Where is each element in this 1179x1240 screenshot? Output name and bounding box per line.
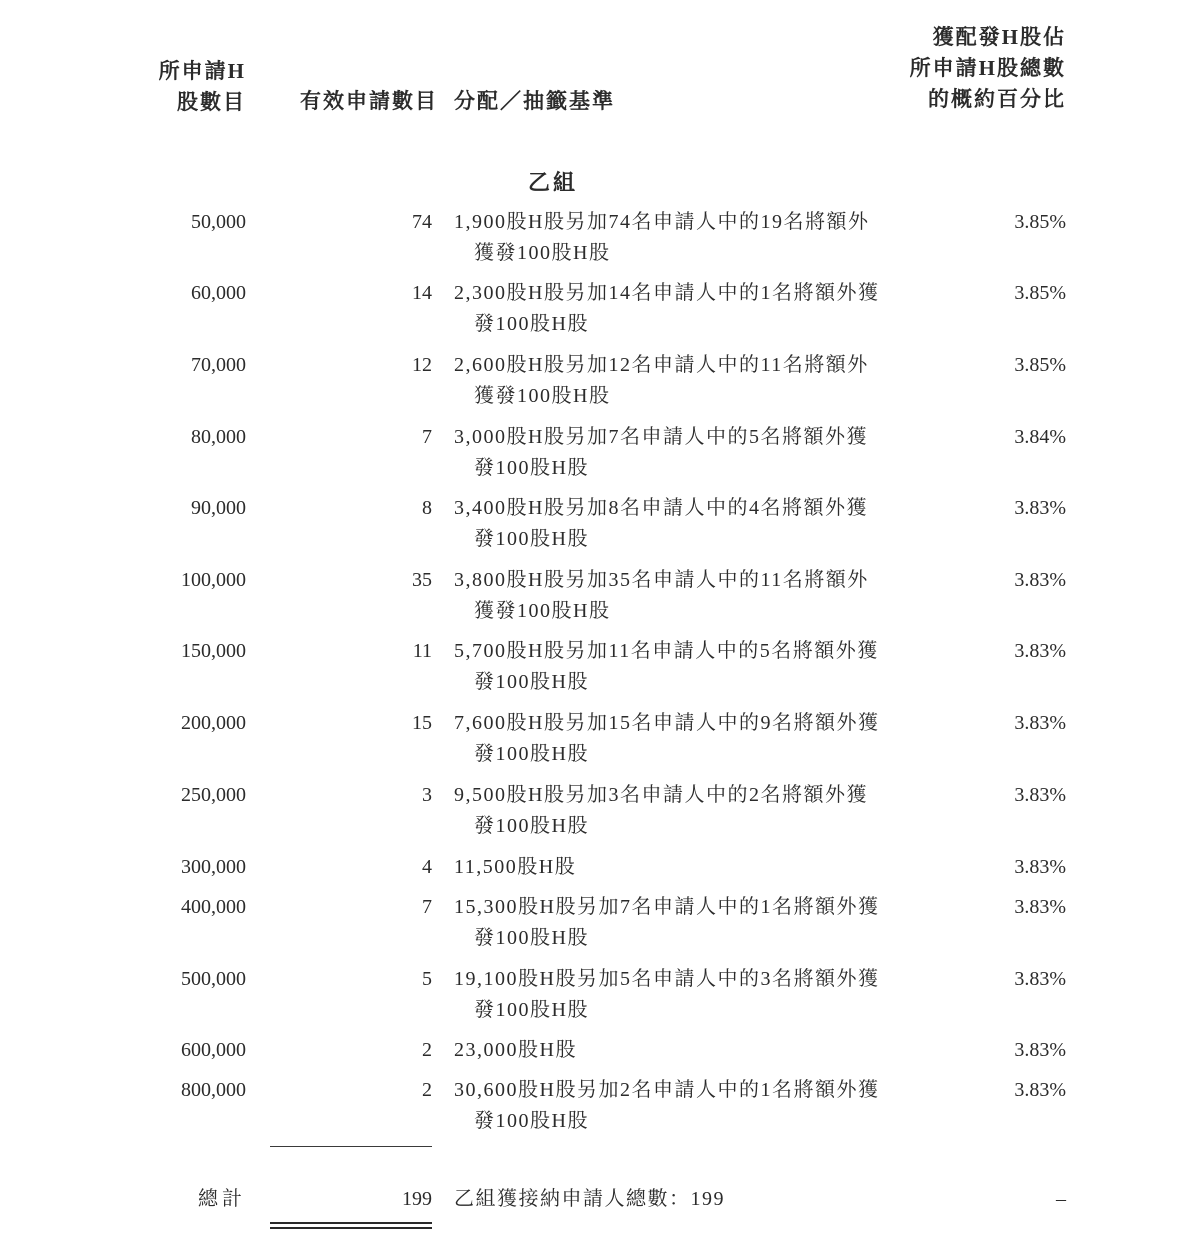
percentage-cell: 3.83%: [1014, 712, 1066, 734]
allocation-basis-cell: [454, 964, 899, 1026]
total-valid: 199: [402, 1188, 432, 1210]
allocation-basis-cell: [454, 1075, 899, 1137]
allocation-basis-line: 發100股H股: [474, 671, 589, 693]
valid-applications-cell: 14: [412, 282, 432, 304]
shares-applied-cell: 60,000: [191, 282, 246, 304]
percentage-cell: 3.83%: [1014, 856, 1066, 878]
percentage-cell: 3.83%: [1014, 784, 1066, 806]
valid-applications-cell: 4: [422, 856, 432, 878]
allocation-basis-line: 2,600股H股另加12名申請人中的11名將額外: [454, 354, 869, 376]
percentage-cell: 3.83%: [1014, 497, 1066, 519]
valid-applications-cell: 2: [422, 1079, 432, 1101]
percentage-cell: 3.85%: [1014, 282, 1066, 304]
percentage-cell: 3.83%: [1014, 569, 1066, 591]
allocation-basis-cell: [454, 565, 899, 627]
allocation-basis-line: 15,300股H股另加7名申請人中的1名將額外獲: [454, 896, 880, 918]
group-title: 乙組: [528, 170, 579, 195]
valid-applications-cell: 7: [422, 896, 432, 918]
percentage-cell: 3.83%: [1014, 968, 1066, 990]
valid-applications-cell: 7: [422, 426, 432, 448]
total-label: 總計: [198, 1188, 246, 1210]
percentage-cell: 3.83%: [1014, 640, 1066, 662]
allocation-basis-cell: [454, 1035, 899, 1066]
shares-applied-cell: 50,000: [191, 211, 246, 233]
shares-applied-cell: 250,000: [181, 784, 246, 806]
header-line: 所申請H股總數: [909, 56, 1066, 80]
allocation-basis-line: 2,300股H股另加14名申請人中的1名將額外獲: [454, 282, 880, 304]
allocation-basis-line: 30,600股H股另加2名申請人中的1名將額外獲: [454, 1079, 880, 1101]
allocation-basis-line: 3,800股H股另加35名申請人中的11名將額外: [454, 569, 869, 591]
allocation-basis-line: 19,100股H股另加5名申請人中的3名將額外獲: [454, 968, 880, 990]
allocation-basis-line: 發100股H股: [474, 457, 589, 479]
total-basis: [454, 1184, 899, 1215]
allocation-basis-line: 發100股H股: [474, 743, 589, 765]
valid-applications-cell: 12: [412, 354, 432, 376]
shares-applied-cell: 80,000: [191, 426, 246, 448]
shares-applied-cell: 800,000: [181, 1079, 246, 1101]
allocation-basis-line: 23,000股H股: [454, 1039, 577, 1061]
shares-applied-cell: 400,000: [181, 896, 246, 918]
allocation-basis-line: 發100股H股: [474, 999, 589, 1021]
header-allocation-basis: [454, 86, 615, 117]
percentage-cell: 3.85%: [1014, 211, 1066, 233]
allocation-basis-line: 1,900股H股另加74名申請人中的19名將額外: [454, 211, 870, 233]
percentage-cell: 3.83%: [1014, 896, 1066, 918]
allocation-basis-cell: [454, 780, 899, 842]
percentage-cell: 3.83%: [1014, 1039, 1066, 1061]
header-valid-applications: [300, 86, 438, 117]
shares-applied-cell: 500,000: [181, 968, 246, 990]
allocation-basis-line: 發100股H股: [474, 927, 589, 949]
shares-applied-cell: 100,000: [181, 569, 246, 591]
total-pct: –: [1056, 1188, 1066, 1210]
allocation-basis-cell: [454, 422, 899, 484]
header-shares-applied: [159, 56, 246, 118]
shares-applied-cell: 600,000: [181, 1039, 246, 1061]
allocation-basis-line: 11,500股H股: [454, 856, 577, 878]
percentage-cell: 3.84%: [1014, 426, 1066, 448]
subtotal-rule: [270, 1146, 432, 1147]
allocation-basis-cell: [454, 278, 899, 340]
valid-applications-cell: 2: [422, 1039, 432, 1061]
allocation-basis-line: 3,000股H股另加7名申請人中的5名將額外獲: [454, 426, 868, 448]
percentage-cell: 3.85%: [1014, 354, 1066, 376]
shares-applied-cell: 200,000: [181, 712, 246, 734]
total-double-rule: [270, 1222, 432, 1229]
header-line: 所申請H: [158, 59, 246, 83]
valid-applications-cell: 35: [412, 569, 432, 591]
allocation-basis-cell: [454, 708, 899, 770]
header-line: 分配／抽籤基準: [454, 89, 615, 113]
allocation-basis-cell: [454, 207, 899, 269]
allocation-basis-cell: [454, 852, 899, 883]
allocation-basis-line: 獲發100股H股: [474, 600, 611, 622]
allocation-basis-line: 獲發100股H股: [474, 242, 611, 264]
shares-applied-cell: 150,000: [181, 640, 246, 662]
allocation-basis-line: 發100股H股: [474, 815, 589, 837]
valid-applications-cell: 74: [412, 211, 432, 233]
allocation-basis-line: 7,600股H股另加15名申請人中的9名將額外獲: [454, 712, 880, 734]
header-percentage: [910, 22, 1066, 115]
valid-applications-cell: 5: [422, 968, 432, 990]
percentage-cell: 3.83%: [1014, 1079, 1066, 1101]
allocation-basis-cell: [454, 493, 899, 555]
valid-applications-cell: 15: [412, 712, 432, 734]
allocation-basis-line: 獲發100股H股: [474, 385, 611, 407]
header-line: 的概約百分比: [928, 87, 1066, 111]
header-line: 股數目: [177, 90, 246, 114]
valid-applications-cell: 8: [422, 497, 432, 519]
allocation-basis-line: 發100股H股: [474, 1110, 589, 1132]
shares-applied-cell: 70,000: [191, 354, 246, 376]
shares-applied-cell: 300,000: [181, 856, 246, 878]
allocation-basis-cell: [454, 636, 899, 698]
valid-applications-cell: 3: [422, 784, 432, 806]
allocation-basis-line: 發100股H股: [474, 313, 589, 335]
allocation-basis-line: 5,700股H股另加11名申請人中的5名將額外獲: [454, 640, 879, 662]
valid-applications-cell: 11: [412, 640, 432, 662]
total-basis-text: 乙組獲接納申請人總數：199: [454, 1188, 725, 1210]
allocation-basis-line: 發100股H股: [474, 528, 589, 550]
allocation-basis-line: 9,500股H股另加3名申請人中的2名將額外獲: [454, 784, 868, 806]
header-line: 獲配發H股佔: [932, 25, 1066, 49]
allocation-basis-cell: [454, 892, 899, 954]
shares-applied-cell: 90,000: [191, 497, 246, 519]
header-line: 有效申請數目: [300, 89, 438, 113]
allocation-basis-line: 3,400股H股另加8名申請人中的4名將額外獲: [454, 497, 868, 519]
allocation-basis-cell: [454, 350, 899, 412]
